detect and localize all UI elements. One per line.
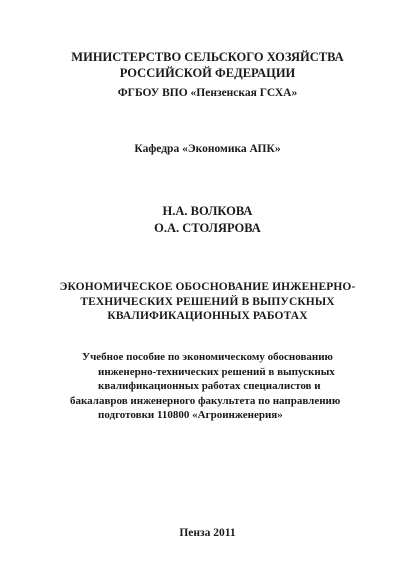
description-line-4: бакалавров инженерного факультета по направлению xyxy=(70,394,341,407)
ministry-heading xyxy=(0,49,415,81)
document-title xyxy=(0,280,415,324)
description-line-3: квалификационных работах специалистов и xyxy=(98,380,321,392)
description-line-5: подготовки 110800 «Агроинженерия» xyxy=(98,409,283,421)
title-line-3: КВАЛИФИКАЦИОННЫХ РАБОТАХ xyxy=(107,310,308,322)
description-line-1: Учебное пособие по экономическому обоснованию xyxy=(82,351,333,363)
institution-name: ФГБОУ ВПО «Пензенская ГСХА» xyxy=(117,87,298,99)
document-description xyxy=(70,350,370,423)
title-line-1: ЭКОНОМИЧЕСКОЕ ОБОСНОВАНИЕ ИНЖЕНЕРНО- xyxy=(59,281,356,293)
city-year: Пенза 2011 xyxy=(179,527,236,539)
authors-block xyxy=(0,203,415,237)
author-2: О.А. СТОЛЯРОВА xyxy=(154,221,261,235)
department-name: Кафедра «Экономика АПК» xyxy=(134,143,281,155)
ministry-line-1: МИНИСТЕРСТВО СЕЛЬСКОГО ХОЗЯЙСТВА xyxy=(71,50,344,64)
author-1: Н.А. ВОЛКОВА xyxy=(162,204,253,218)
ministry-line-2: РОССИЙСКОЙ ФЕДЕРАЦИИ xyxy=(119,66,296,80)
title-line-2: ТЕХНИЧЕСКИХ РЕШЕНИЙ В ВЫПУСКНЫХ xyxy=(80,295,335,308)
description-line-2: инженерно-технических решений в выпускных xyxy=(98,365,335,378)
